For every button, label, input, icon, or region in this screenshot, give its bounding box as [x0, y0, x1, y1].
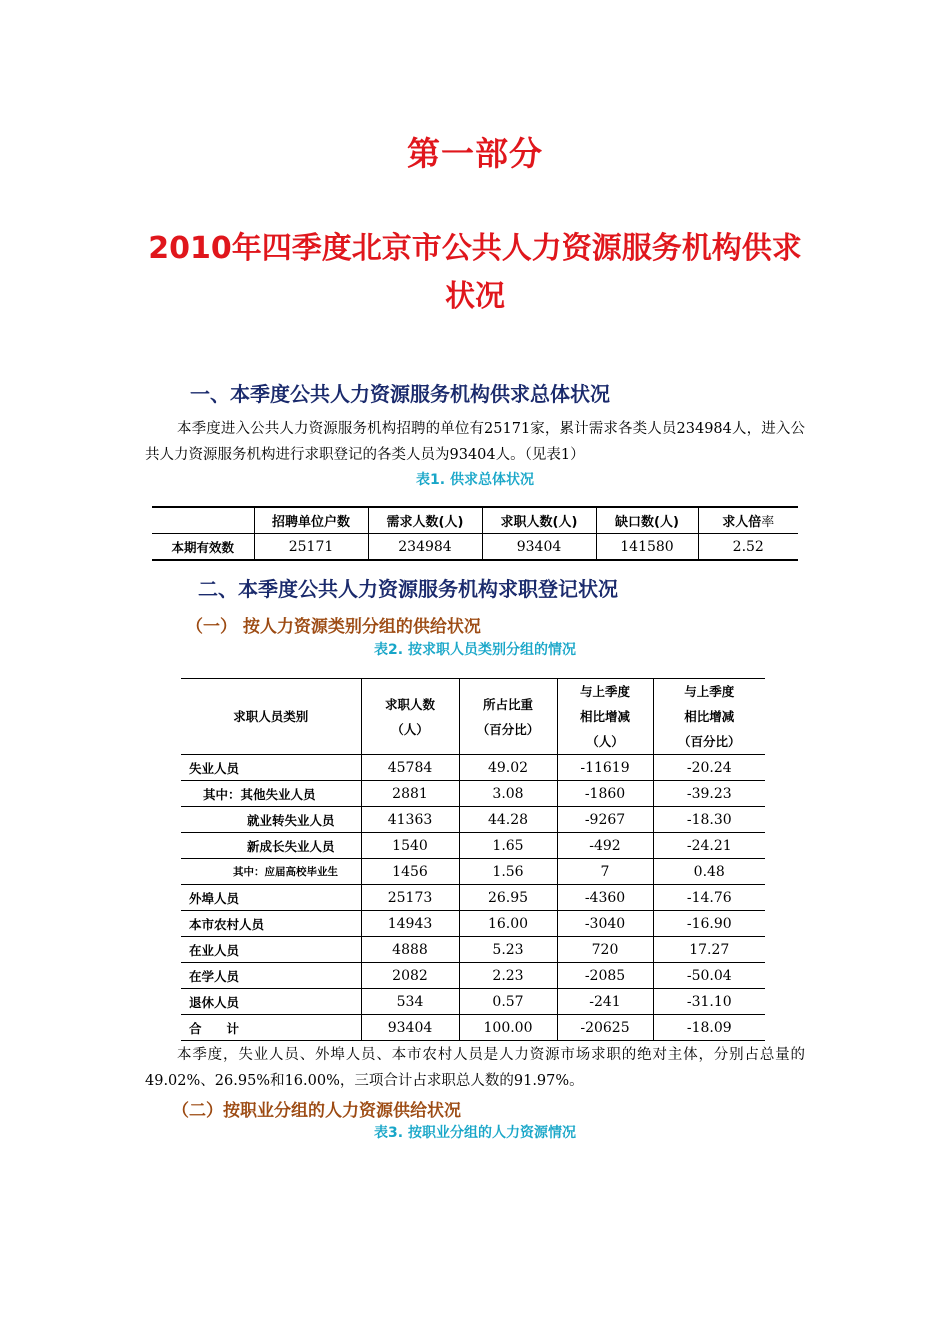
share-cell: 1.65 — [459, 833, 557, 859]
section1-paragraph: 本季度进入公共人力资源服务机构招聘的单位有25171家，累计需求各类人员234984人，进入公共人力资源服务机构进行求职登记的各类人员为93404人。（见表1） — [145, 421, 805, 463]
category-cell: 外埠人员 — [181, 885, 361, 911]
supply-demand-table — [152, 506, 798, 561]
share-cell: 49.02 — [459, 755, 557, 781]
header-line: （人） — [586, 734, 624, 749]
table-cell: 141580 — [596, 534, 698, 561]
change-pct-cell: -31.10 — [653, 989, 765, 1015]
table-header-cell — [698, 507, 798, 534]
share-cell: 100.00 — [459, 1015, 557, 1041]
table-header-cell — [152, 507, 254, 534]
table3-caption: 表3. 按职业分组的人力资源情况 — [374, 1125, 576, 1141]
header-line: 与上季度 — [684, 684, 735, 699]
header-line: 求职人数 — [384, 696, 435, 712]
header-line: 相比增减 — [684, 709, 735, 724]
change-pct-cell: 17.27 — [653, 937, 765, 963]
table-header-row — [152, 507, 798, 534]
change-pct-cell: -18.30 — [653, 807, 765, 833]
share-cell: 2.23 — [459, 963, 557, 989]
section1-heading: 一、本季度公共人力资源服务机构供求总体状况 — [190, 382, 610, 406]
table-cell: 234984 — [368, 534, 482, 561]
count-cell: 1456 — [361, 859, 459, 885]
table2-caption: 表2. 按求职人员类别分组的情况 — [374, 642, 576, 658]
share-cell: 44.28 — [459, 807, 557, 833]
count-cell: 2881 — [361, 781, 459, 807]
table-header-cell: 求职人员类别 — [181, 679, 361, 755]
subsection1-heading: （一） 按人力资源类别分组的供给状况 — [186, 617, 481, 637]
count-cell: 2082 — [361, 963, 459, 989]
count-cell: 25173 — [361, 885, 459, 911]
change-cell: -492 — [557, 833, 653, 859]
table-row — [181, 807, 765, 833]
count-cell: 93404 — [361, 1015, 459, 1041]
table-header-cell: 求职人数(人) — [482, 507, 596, 534]
change-pct-cell: -39.23 — [653, 781, 765, 807]
change-pct-cell: -18.09 — [653, 1015, 765, 1041]
header-line: 相比增减 — [579, 709, 630, 724]
count-cell: 4888 — [361, 937, 459, 963]
table-row — [181, 859, 765, 885]
change-cell: 720 — [557, 937, 653, 963]
table-header-cell: 缺口数(人) — [596, 507, 698, 534]
share-cell: 16.00 — [459, 911, 557, 937]
category-cell: 其中：其他失业人员 — [181, 781, 361, 807]
header-line: （百分比） — [476, 721, 540, 737]
change-pct-cell: -50.04 — [653, 963, 765, 989]
change-pct-cell: -14.76 — [653, 885, 765, 911]
header-line: 与上季度 — [579, 684, 630, 699]
share-cell: 26.95 — [459, 885, 557, 911]
change-cell: -20625 — [557, 1015, 653, 1041]
change-pct-cell: -24.21 — [653, 833, 765, 859]
section2-heading: 二、本季度公共人力资源服务机构求职登记状况 — [198, 577, 618, 601]
table-header-cell — [361, 679, 459, 755]
share-cell: 1.56 — [459, 859, 557, 885]
table-cell: 25171 — [254, 534, 368, 561]
share-cell: 0.57 — [459, 989, 557, 1015]
count-cell: 14943 — [361, 911, 459, 937]
table-cell: 93404 — [482, 534, 596, 561]
change-cell: -241 — [557, 989, 653, 1015]
table-row — [181, 755, 765, 781]
table-total-row — [181, 1015, 765, 1041]
category-cell: 新成长失业人员 — [181, 833, 361, 859]
table-header-cell: 招聘单位户数 — [254, 507, 368, 534]
category-cell: 就业转失业人员 — [181, 807, 361, 833]
table-row — [181, 885, 765, 911]
header-suffix: 率 — [761, 515, 775, 530]
header-line: （人） — [391, 721, 429, 737]
table-row — [181, 781, 765, 807]
category-cell: 合 计 — [181, 1015, 361, 1041]
count-cell: 45784 — [361, 755, 459, 781]
table-row — [181, 963, 765, 989]
change-pct-cell: -16.90 — [653, 911, 765, 937]
category-cell: 失业人员 — [181, 755, 361, 781]
table-header-cell — [653, 679, 765, 755]
table-row — [152, 534, 798, 561]
category-cell: 其中：应届高校毕业生 — [181, 859, 361, 885]
count-cell: 534 — [361, 989, 459, 1015]
table-header-row — [181, 679, 765, 755]
table1-caption: 表1. 供求总体状况 — [416, 472, 534, 488]
change-cell: -9267 — [557, 807, 653, 833]
table-row — [181, 833, 765, 859]
main-title: 2010年四季度北京市公共人力资源服务机构供求状况 — [148, 231, 802, 314]
category-cell: 退休人员 — [181, 989, 361, 1015]
table-row — [181, 937, 765, 963]
category-cell: 在业人员 — [181, 937, 361, 963]
header-line: 所占比重 — [482, 696, 533, 712]
header-line: （百分比） — [677, 734, 741, 749]
count-cell: 1540 — [361, 833, 459, 859]
change-cell: -11619 — [557, 755, 653, 781]
change-cell: -3040 — [557, 911, 653, 937]
table-row — [181, 911, 765, 937]
section2-paragraph: 本季度，失业人员、外埠人员、本市农村人员是人力资源市场求职的绝对主体，分别占总量的49.02%、26.95%和16.00%，三项合计占求职总人数的91.97%。 — [145, 1047, 805, 1089]
part-title: 第一部分 — [407, 134, 543, 173]
change-cell: 7 — [557, 859, 653, 885]
table-header-cell — [557, 679, 653, 755]
table-cell: 2.52 — [698, 534, 798, 561]
change-cell: -1860 — [557, 781, 653, 807]
job-seeker-category-table — [181, 678, 765, 1041]
change-cell: -2085 — [557, 963, 653, 989]
category-cell: 在学人员 — [181, 963, 361, 989]
row-label: 本期有效数 — [152, 534, 254, 561]
share-cell: 3.08 — [459, 781, 557, 807]
subsection2-heading: （二）按职业分组的人力资源供给状况 — [172, 1101, 461, 1121]
table-header-cell: 需求人数(人) — [368, 507, 482, 534]
table-header-cell — [459, 679, 557, 755]
table-row — [181, 989, 765, 1015]
count-cell: 41363 — [361, 807, 459, 833]
change-pct-cell: 0.48 — [653, 859, 765, 885]
header-text: 求人倍 — [722, 515, 762, 530]
category-cell: 本市农村人员 — [181, 911, 361, 937]
change-pct-cell: -20.24 — [653, 755, 765, 781]
share-cell: 5.23 — [459, 937, 557, 963]
change-cell: -4360 — [557, 885, 653, 911]
